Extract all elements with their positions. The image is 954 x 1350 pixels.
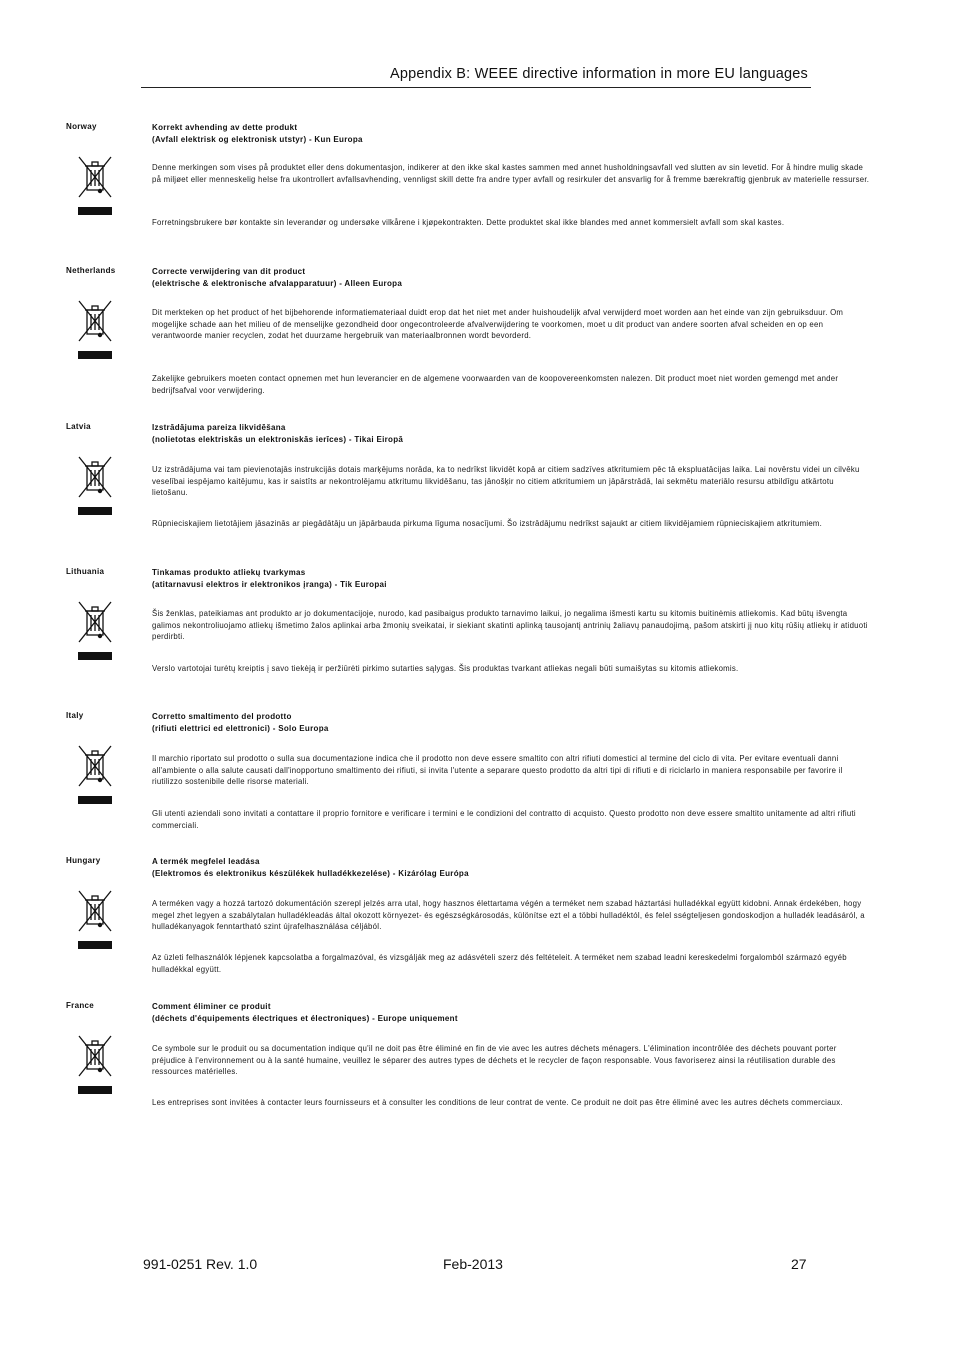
- section-heading: [152, 1001, 852, 1024]
- paragraph-business: Forretningsbrukere bør kontakte sin leverandør og undersøke vilkårene i kjøpekontrakten. Dette produktet skal ikke blandes med annet kommersielt avfall som skal kastes.: [152, 218, 785, 227]
- heading-line-1: Tinkamas produkto atliekų tvarkymas: [152, 568, 306, 577]
- country-label: Hungary: [66, 856, 101, 865]
- weee-bin-icon: [78, 1035, 112, 1097]
- section-heading: [152, 422, 852, 445]
- country-label: Latvia: [66, 422, 91, 431]
- heading-line-2: (Avfall elektrisk og elektronisk utstyr) - Kun Europa: [152, 134, 363, 144]
- paragraph-disposal: Dit merkteken op het product of het bijbehorende informatiemateriaal duidt erop dat het niet met ander huishoudelijk afval verwijderd moet worden aan het einde van zijn gebruiksduur. Om mogelijke schade aan het milieu of de menselijke gezondheid door ongecontroleerde afvalverwijdering te voorkomen, moet u dit product van andere soorten afval scheiden en op een verantwoorde manier recyclen, zodat het duurzame hergebruik van materiaalbronnen wordt bevorderd.: [152, 308, 844, 340]
- footer-revision: 991-0251 Rev. 1.0: [143, 1256, 258, 1272]
- page-header-title: Appendix B: WEEE directive information in more EU languages: [390, 66, 808, 82]
- section-heading: [152, 856, 852, 879]
- section-heading: [152, 567, 852, 590]
- country-label: Lithuania: [66, 567, 105, 576]
- paragraph-disposal: Šis ženklas, pateikiamas ant produkto ar jo dokumentacijoje, nurodo, kad pasibaigus produkto tarnavimo laikui, jo negalima išmesti kartu su kitomis buitinėmis atliekomis. Kad būtų išvengta galimos nekontroliuojamo atliekų išmetimo žalos aplinkai arba žmonių sveikatai, ir siekiant skatinti aplinką tausojantį antrinių žaliavų panaudojimą, pašom atskirti jį nuo kitų rūšių atliekų ir atiduoti perdirbti.: [152, 609, 868, 641]
- paragraph-disposal: A terméken vagy a hozzá tartozó dokumentáción szerepl jelzés arra utal, hogy hasznos élettartama végén a terméket nem szabad háztartási hulladékkal együtt kidobni. Annak érdekében, hogy megel zhet legyen a szabálytalan hulladékleadás által okozott környezet- és egészségkárosodás, különítse ezt el a többi hulladéktól, és felel sségteljesen gondoskodjon a hulladék leadásáról, a hulladékanyagok fenntartható szint újrafelhasználása céljából.: [152, 899, 865, 931]
- weee-bin-icon: [78, 456, 112, 518]
- heading-line-2: (rifiuti elettrici ed elettronici) - Solo Europa: [152, 723, 329, 733]
- heading-line-1: Izstrādājuma pareiza likvidēšana: [152, 423, 286, 432]
- country-label: France: [66, 1001, 95, 1010]
- country-label: Norway: [66, 122, 97, 131]
- paragraph-disposal: Denne merkingen som vises på produktet eller dens dokumentasjon, indikerer at den ikke skal kastes sammen med annet husholdningsavfall ved slutten av sin levetid. For å hindre mulig skade på miljøet eller menneskelig helse fra ukontrollert avfallsavhending, vennligst skill dette fra andre typer avfall og resirkuler det ansvarlig for å fremme bærekraftig gjenbruk av materielle ressurser.: [152, 163, 870, 184]
- weee-bin-icon: [78, 890, 112, 952]
- weee-bin-icon: [78, 601, 112, 663]
- weee-bin-icon: [78, 745, 112, 807]
- paragraph-business: Gli utenti aziendali sono invitati a contattare il proprio fornitore e verificare i termini e le condizioni del contratto di acquisto. Questo prodotto non deve essere smaltito unitamente ad altri rifiuti commerciali.: [152, 809, 856, 830]
- paragraph-business: Rūpnieciskajiem lietotājiem jāsazinās ar piegādātāju un jāpārbauda pirkuma līguma nosacījumi. Šo izstrādājumu nedrīkst sajaukt ar citiem likvidējamiem rūpnieciskajiem atkritumiem.: [152, 519, 823, 528]
- paragraph-disposal: Il marchio riportato sul prodotto o sulla sua documentazione indica che il prodotto non deve essere smaltito con altri rifiuti domestici al termine del ciclo di vita. Per evitare eventuali danni all'ambiente o alla salute causati dall'inopportuno smaltimento dei rifiuti, si invita l'utente a separare questo prodotto da altri tipi di rifiuti e di riciclarlo in maniera responsabile per favorire il riutilizzo sostenibile delle risorse materiali.: [152, 754, 843, 786]
- heading-line-2: (déchets d'équipements électriques et électroniques) - Europe uniquement: [152, 1013, 458, 1023]
- country-label: Italy: [66, 711, 84, 720]
- paragraph-business: Les entreprises sont invitées à contacter leurs fournisseurs et à consulter les conditions de leur contrat de vente. Ce produit ne doit pas être éliminé avec les autres déchets commerciaux.: [152, 1098, 843, 1107]
- footer-date: Feb-2013: [443, 1256, 503, 1272]
- header-rule: [141, 87, 811, 88]
- paragraph-disposal: Ce symbole sur le produit ou sa documentation indique qu'il ne doit pas être éliminé en fin de vie avec les autres déchets ménagers. L'élimination incontrôlée des déchets pouvant porter préjudice à l'environnement ou à la santé humaine, veuillez le séparer des autres types de déchets et le recycler de façon responsable. Vous favoriserez ainsi la réutilisation durable des ressources matérielles.: [152, 1044, 837, 1076]
- paragraph-business: Verslo vartotojai turėtų kreiptis į savo tiekėją ir peržiūrėti pirkimo sutarties sąlygas. Šis produktas tvarkant atliekas negali būti sumaišytas su kitomis atliekomis.: [152, 664, 739, 673]
- heading-line-1: Correcte verwijdering van dit product: [152, 267, 306, 276]
- weee-bin-icon: [78, 156, 112, 218]
- heading-line-1: Corretto smaltimento del prodotto: [152, 712, 292, 721]
- heading-line-2: (Elektromos és elektronikus készülékek hulladékkezelése) - Kizárólag Európa: [152, 868, 469, 878]
- footer-page-number: 27: [791, 1256, 807, 1272]
- heading-line-2: (elektrische & elektronische afvalapparatuur) - Alleen Europa: [152, 278, 403, 288]
- heading-line-2: (atitarnavusi elektros ir elektronikos įranga) - Tik Europai: [152, 579, 387, 589]
- paragraph-disposal: Uz izstrādājuma vai tam pievienotajās instrukcijās dotais marķējums norāda, ka to nedrīkst likvidēt kopā ar citiem sadzīves atkritumiem pēc tā ekspluatācijas laika. Lai novērstu videi un cilvēku veselībai iespējamo kaitējumu, kas ir saistīts ar nekontrolējamu atkritumu likvidēšanu, tas jānošķir no citiem atkritumiem un jāpārstrādā, lai sekmētu materiālo resursu atbildīgu atkārtotu lietošanu.: [152, 465, 860, 497]
- heading-line-1: A termék megfelel leadása: [152, 857, 260, 866]
- country-label: Netherlands: [66, 266, 116, 275]
- section-heading: [152, 266, 852, 289]
- section-heading: [152, 711, 852, 734]
- heading-line-1: Comment éliminer ce produit: [152, 1002, 271, 1011]
- paragraph-business: Zakelijke gebruikers moeten contact opnemen met hun leverancier en de algemene voorwaarden van de koopovereenkomsten nalezen. Dit product moet niet worden gemengd met ander bedrijfsafval voor verwijdering.: [152, 374, 839, 395]
- section-heading: [152, 122, 852, 145]
- paragraph-business: Az üzleti felhasználók lépjenek kapcsolatba a forgalmazóval, és vizsgálják meg az adásvételi szerz dés feltételeit. A terméket nem szabad leadni kereskedelmi forgalomból származó egyéb hulladékkal együtt.: [152, 953, 847, 974]
- heading-line-1: Korrekt avhending av dette produkt: [152, 123, 298, 132]
- heading-line-2: (nolietotas elektriskās un elektroniskās ierīces) - Tikai Eiropā: [152, 434, 404, 444]
- weee-bin-icon: [78, 300, 112, 362]
